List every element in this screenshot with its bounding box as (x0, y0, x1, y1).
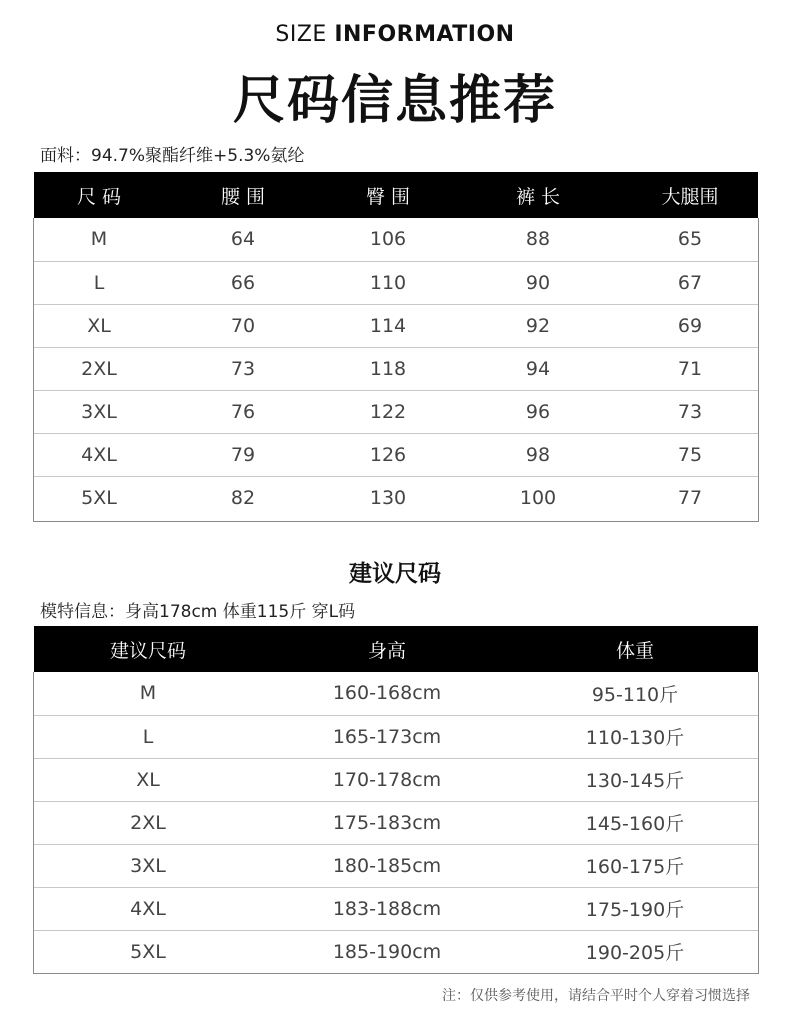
table-cell: XL (34, 758, 262, 801)
table-cell: 70 (164, 304, 322, 347)
table-row (34, 887, 758, 930)
table-cell: 106 (322, 218, 454, 261)
table-cell: 100 (519, 486, 557, 509)
header-english-light: SIZE (275, 22, 327, 47)
table-cell: 3XL (34, 390, 164, 433)
table-row (34, 672, 758, 715)
table-cell: 2XL (34, 347, 164, 390)
recommend-table-header-height: 身高 (262, 626, 512, 672)
size-table-header-row (34, 172, 758, 218)
table-cell: 5XL (81, 486, 117, 509)
table-cell: 94 (454, 347, 622, 390)
section-title-suggested-size: 建议尺码 (349, 561, 441, 587)
table-cell: 2XL (34, 801, 262, 844)
table-cell: M (34, 672, 262, 715)
table-cell: 110 (322, 261, 454, 304)
table-row (34, 390, 758, 433)
table-cell: 165-173cm (262, 715, 512, 758)
table-cell: 190-205斤 (585, 942, 685, 965)
size-table-header-thigh: 大腿围 (622, 172, 758, 218)
table-cell: 126 (322, 433, 454, 476)
table-cell: 175-190斤 (512, 887, 758, 930)
recommend-table-header-weight: 体重 (512, 626, 758, 672)
table-cell: L (34, 715, 262, 758)
table-cell: 122 (322, 390, 454, 433)
table-cell: 79 (164, 433, 322, 476)
table-row (34, 476, 758, 519)
table-row (34, 433, 758, 476)
table-cell: L (34, 261, 164, 304)
size-table-header-hip: 臀 围 (322, 172, 454, 218)
header-english (0, 22, 790, 47)
table-row (34, 758, 758, 801)
recommend-table-header-size: 建议尺码 (34, 626, 262, 672)
table-cell: 118 (322, 347, 454, 390)
table-cell: 183-188cm (262, 887, 512, 930)
size-table-header-waist: 腰 围 (164, 172, 322, 218)
size-table (34, 172, 758, 519)
page-title: 尺码信息推荐 (232, 71, 557, 131)
table-cell: 82 (230, 486, 256, 509)
table-cell: 5XL (130, 940, 166, 963)
model-info: 模特信息：身高178cm 体重115斤 穿L码 (40, 602, 356, 622)
table-cell: 75 (622, 433, 758, 476)
table-cell: 114 (322, 304, 454, 347)
table-cell: 65 (622, 218, 758, 261)
table-cell: 4XL (34, 887, 262, 930)
table-row (34, 801, 758, 844)
table-cell: 185-190cm (332, 940, 442, 963)
header-english-bold: INFORMATION (334, 22, 515, 47)
table-cell: 66 (164, 261, 322, 304)
footnote: 注：仅供参考使用，请结合平时个人穿着习惯选择 (442, 988, 750, 1004)
table-cell: 92 (454, 304, 622, 347)
table-cell: 96 (454, 390, 622, 433)
table-cell: 64 (164, 218, 322, 261)
table-cell: 130 (369, 486, 407, 509)
table-cell: 130-145斤 (512, 758, 758, 801)
table-row (34, 930, 758, 973)
table-cell: 71 (622, 347, 758, 390)
table-row (34, 347, 758, 390)
table-cell: 76 (164, 390, 322, 433)
table-cell: 69 (622, 304, 758, 347)
table-cell: 145-160斤 (512, 801, 758, 844)
table-cell: 88 (454, 218, 622, 261)
table-cell: 110-130斤 (512, 715, 758, 758)
table-cell: 160-168cm (262, 672, 512, 715)
table-cell: 170-178cm (262, 758, 512, 801)
table-row (34, 715, 758, 758)
table-cell: 67 (622, 261, 758, 304)
table-cell: 180-185cm (262, 844, 512, 887)
table-cell: 3XL (34, 844, 262, 887)
table-row (34, 218, 758, 261)
table-cell: 73 (164, 347, 322, 390)
table-cell: 98 (454, 433, 622, 476)
size-table-header-size: 尺 码 (34, 172, 164, 218)
table-cell: 73 (622, 390, 758, 433)
table-cell: 160-175斤 (512, 844, 758, 887)
size-table-header-length: 裤 长 (454, 172, 622, 218)
table-cell: 77 (677, 486, 703, 509)
recommend-table (34, 626, 758, 973)
table-row (34, 844, 758, 887)
table-row (34, 304, 758, 347)
table-cell: 4XL (34, 433, 164, 476)
table-cell: 95-110斤 (512, 672, 758, 715)
table-row (34, 261, 758, 304)
recommend-table-header-row (34, 626, 758, 672)
table-cell: 175-183cm (262, 801, 512, 844)
table-cell: M (34, 218, 164, 261)
fabric-note: 面料：94.7%聚酯纤维+5.3%氨纶 (40, 146, 305, 166)
table-cell: XL (34, 304, 164, 347)
table-cell: 90 (454, 261, 622, 304)
